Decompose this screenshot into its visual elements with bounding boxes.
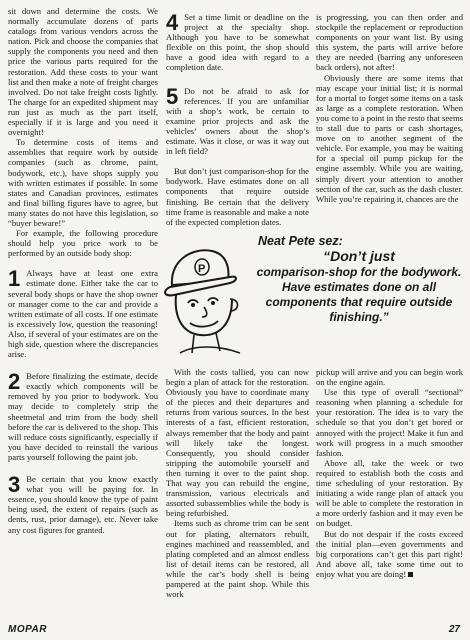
step-3 [8,474,158,535]
end-mark-icon [408,572,413,577]
paragraph [316,529,463,579]
step-text: Set a time limit or deadline on the project at the specialty shop. Although you have to be somewhat flexible on this point, the shop should have a good idea with regard to a completion date. [166,12,309,73]
paragraph: But don’t just comparison-shop for the bodywork. Have estimates done on all components that require outside finishing. Be certain that the delivery time frame is reasonable and make a note of the expected completion dates. [166,166,309,227]
paragraph: For example, the following procedure should help you price work to be performed by an outside body shop: [8,228,158,259]
quote-open: “Don’t just [323,248,395,264]
step-number: 1 [8,266,21,292]
sidebar-title: Neat Pete sez: [258,234,343,248]
paragraph: pickup will arrive and you can begin work on the engine again. [316,367,463,388]
page-number: 27 [448,624,460,635]
paragraph: Obviously there are some items that may escape your initial list; it is normal for a mortal to forget some items on a task as large as a complete restoration. When you come to a point in the resto that seems to stall due to parts or cash shortages, move on to another segment of the vehicle. For example, you may be waiting for a special oil pump pickup for the engine assembly. While you are waiting, simply divert your attention to another section of the car, such as the dash cluster. While you’re repairing it, chances are the [316,72,463,204]
paragraph: With the costs tallied, you can now begin a plan of attack for the restoration. Obviously you have to coordinate many of the pieces and their departures and returns from various sources. In the best interests of a fast, efficient restoration, always remember that the body and paint will likely take the longest. Consequently, you should consider stripping the automobile yourself and then turning it over to the paint shop. That way you can rebuild the engine, transmission, various electricals and assorted subassemblies while the body is being refurbished. [166,367,309,519]
column-left [8,6,158,535]
paragraph: Items such as chrome trim can be sent out for plating, alternators rebuilt, engines machined and reassembled, and plating completed and an almost endless list of detail items can be restored, all while the car’s body shell is being pampered at the paint shop. While this work [166,518,309,600]
step-number: 3 [8,472,21,498]
neat-pete-cartoon-icon [160,237,256,357]
step-number: 5 [166,83,179,109]
step-text: Before finalizing the estimate, decide exactly which components will be removed by you prior to bodywork. You may decide to completely strip the sheetmetal and trim from the body shell before the car is delivered to the shop. This will reduce costs significantly, especially if you have decided to reinstall the various parts yourself following the paint job. [8,371,158,462]
paragraph: is progressing, you can then order and stockpile the replacement or reproduction components on your want list. By using this system, the parts will arrive before they are needed (barring any unforeseen back orders), not after! [316,12,463,73]
quote-rest: comparison-shop for the bodywork. Have estimates done on all components that require outside finishing.” [256,265,462,324]
closing-text: But do not despair if the costs exceed the initial plan—even governments and big corporations can’t get this part right! And above all, take some time out to enjoy what you are doing! [316,528,463,579]
step-number: 2 [8,369,21,395]
step-1 [8,268,158,359]
neat-pete-sidebar [160,231,464,360]
step-text: Do not be afraid to ask for references. If you are unfamiliar with a shop’s work, be certain to examine prior projects and ask the vehicles’ owners about the shop’s estimate. Was it close, or was it way out in left field? [166,85,309,157]
step-4 [166,12,309,73]
paragraph: Use this type of overall “sectional” reasoning when planning a schedule for your restoration. The idea is to vary the schedule so that you don’t get bored or annoyed with the project! Make it fun and work will progress in a much smoother fashion. [316,387,463,458]
column-middle-top [166,12,309,227]
paragraph: Above all, take the week or two required to establish both the costs and time scheduling of your restoration. By initiating a wide range plan of attack you will be able to complete the restoration in a more orderly fashion and it may even be on budget. [316,457,463,529]
paragraph: sit down and determine the costs. We normally accumulate dozens of parts catalogs from various vendors across the nation. Pick and choose the companies that supply the components you need and then price the various parts required for the restoration. Add these costs to your want list and then make a note of freight charges involved. Do not take freight costs lightly. The charge for an expedited shipment may run just as much as the part itself, especially if it is large and you need it overnight! [8,6,158,138]
svg-text:P: P [198,263,206,275]
column-right-top [316,12,463,204]
paragraph: To determine costs of items and assemblies that require work by outside companies (such as chrome, paint, bodywork, etc.), have shops supply you with written estimates if possible. In some states and Canadian provinces, estimates and final billing figures have to agree, but many states do not have this legislation, so “buyer beware!” [8,137,158,228]
footer-magazine-name: MOPAR [8,624,47,635]
step-text: Always have at least one extra estimate done. Either take the car to several body shops or have the shop owner or manager come to the car and provide a written estimate of all costs. If one estimate is excessively low, question the reasoning! Also, if several of your estimates are on the high side, question where the discrepancies arise. [8,268,158,360]
step-number: 4 [166,10,179,35]
column-middle-bottom [166,367,309,599]
step-2 [8,371,158,462]
sidebar-quote [254,249,464,325]
step-5 [166,83,309,157]
column-right-bottom [316,367,463,579]
step-text: Be certain that you know exactly what you will be paying for. In essence, you should know the type of paint being used, the extent of repairs (such as dents, rust, prior damage), etc. Never take any cost figures for granted. [8,474,158,535]
